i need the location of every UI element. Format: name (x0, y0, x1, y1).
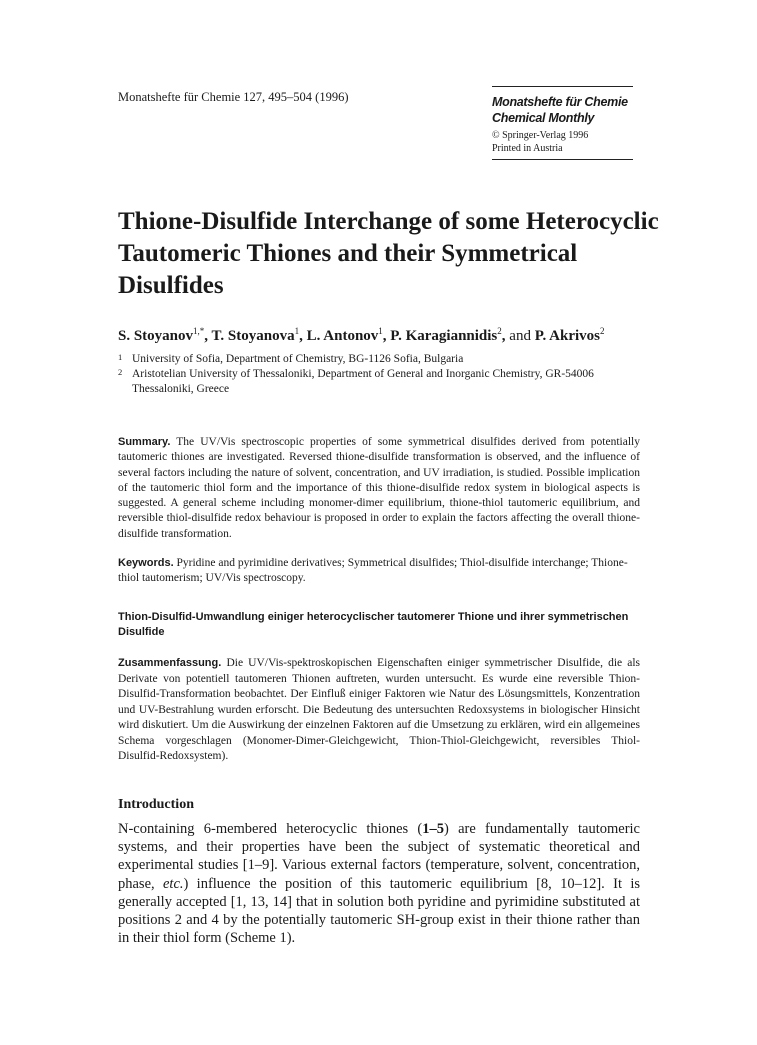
journal-citation: Monatshefte für Chemie 127, 495–504 (1996) (118, 90, 349, 104)
author: P. Karagiannidis (390, 328, 498, 344)
author: L. Antonov (306, 328, 379, 344)
introduction-paragraph (118, 820, 640, 947)
author: T. Stoyanova (211, 328, 295, 344)
compound-numbers: 1–5 (422, 821, 445, 837)
zusammenfassung-text: Die UV/Vis-spektroskopischen Eigenschaften einiger symmetrischer Disulfide, die als Derivate von potentiell tautomeren Thionen auftreten, wurden untersucht. Es wurde eine reversible Thion-Disulfid-Transformation beobachtet. Der Einfluß einiger Faktoren wie Natur des Lösungsmittels, Konzentration und UV-Bestrahlung wurden erforscht. Die Bedeutung des untersuchten Redoxsystems in biologischer Hinsicht wird diskutiert. Um die Auswirkung der einzelnen Faktoren auf die Umsetzung zu erklären, wird ein allgemeines Schema vorgeschlagen (Monomer-Dimer-Gleichgewicht, Thion-Thiol-Gleichgewicht, reversibles Thiol-Disulfid-Redoxsystem). (118, 657, 641, 762)
author-affil-mark: 1 (294, 326, 300, 336)
affiliation-list (118, 352, 648, 397)
journal-name-de: Monatshefte für Chemie (492, 95, 628, 109)
author: S. Stoyanov (118, 328, 194, 344)
affiliation-number: 2 (118, 367, 123, 377)
introduction-heading: Introduction (118, 797, 194, 812)
intro-text: ) are fundamentally tautomeric systems, and their properties have been the subject of systematic theoretical and experimental studies [1–9]. Various external factors (temperature, solvent, concentration, phase, (118, 821, 640, 892)
affiliation-number: 1 (118, 352, 123, 362)
affiliation-text: Aristotelian University of Thessaloniki, Department of General and Inorganic Chemistry, GR-54006 Thessaloniki, Greece (132, 368, 594, 395)
author-conjunction: and (509, 328, 531, 344)
keywords-label: Keywords. (118, 557, 174, 569)
intro-text: N-containing 6-membered heterocyclic thiones ( (118, 821, 423, 837)
keywords (118, 556, 640, 587)
author-affil-mark: 2 (497, 326, 502, 336)
author-affil-mark: 1 (378, 326, 383, 336)
summary-text: The UV/Vis spectroscopic properties of some symmetrical disulfides derived from potentially tautomeric thiones are investigated. Reversed thione-disulfide transformation is observed, and the influence of several factors including the nature of solvent, concentration, and UV irradiation, is studied. Possible implication of the tautomeric thiol form and the importance of this thione-disulfide redox system in biological aspects is suggested. A general scheme including monomer-dimer equilibrium, thione-thiol tautomeric equilibrium, and reversible thiol-disulfide redox behaviour is proposed in order to explain the factors affecting the overall thione-disulfide transformation. (118, 436, 640, 540)
german-abstract (118, 656, 640, 765)
summary-label: Summary. (118, 436, 171, 448)
journal-name-en: Chemical Monthly (492, 111, 595, 125)
affiliation-text: University of Sofia, Department of Chemistry, BG-1126 Sofia, Bulgaria (132, 353, 464, 365)
author: P. Akrivos (534, 328, 600, 344)
copyright-line: © Springer-Verlag 1996 (492, 130, 589, 141)
etc-abbrev: etc. (162, 875, 184, 892)
summary-abstract (118, 435, 640, 542)
author-list: S. Stoyanov$^{1,*}$, T. Stoyanova$^1$, L. Antonov$^1$, P. Karagiannidis$^2$, and P. Akrivos$^2$ (118, 326, 605, 344)
printed-line: Printed in Austria (492, 143, 563, 154)
german-title: Thion-Disulfid-Umwandlung einiger heterocyclischer tautomerer Thione und ihrer symmetrischen Disulfide (118, 611, 629, 638)
affiliation (118, 352, 648, 367)
paper-title: Thione-Disulfide Interchange of some Heterocyclic Tautomeric Thiones and their Symmetrical Disulfides (118, 208, 659, 299)
intro-text: ) influence the position of this tautomeric equilibrium [8, 10–12]. It is generally accepted [1, 13, 14] that in solution both pyridine and pyrimidine substituted at positions 2 and 4 by the potentially tautomeric SH-group exist in their thione rather than in their thiol form (Scheme 1). (118, 875, 641, 947)
keywords-text: Pyridine and pyrimidine derivatives; Symmetrical disulfides; Thiol-disulfide interchange; Thione-thiol tautomerism; UV/Vis spectroscopy. (118, 557, 628, 585)
affiliation (118, 367, 648, 397)
author-affil-mark: 1,* (193, 326, 205, 336)
author-affil-mark: 2 (600, 326, 605, 336)
journal-masthead (492, 86, 633, 160)
zusammenfassung-label: Zusammenfassung. (118, 657, 222, 669)
